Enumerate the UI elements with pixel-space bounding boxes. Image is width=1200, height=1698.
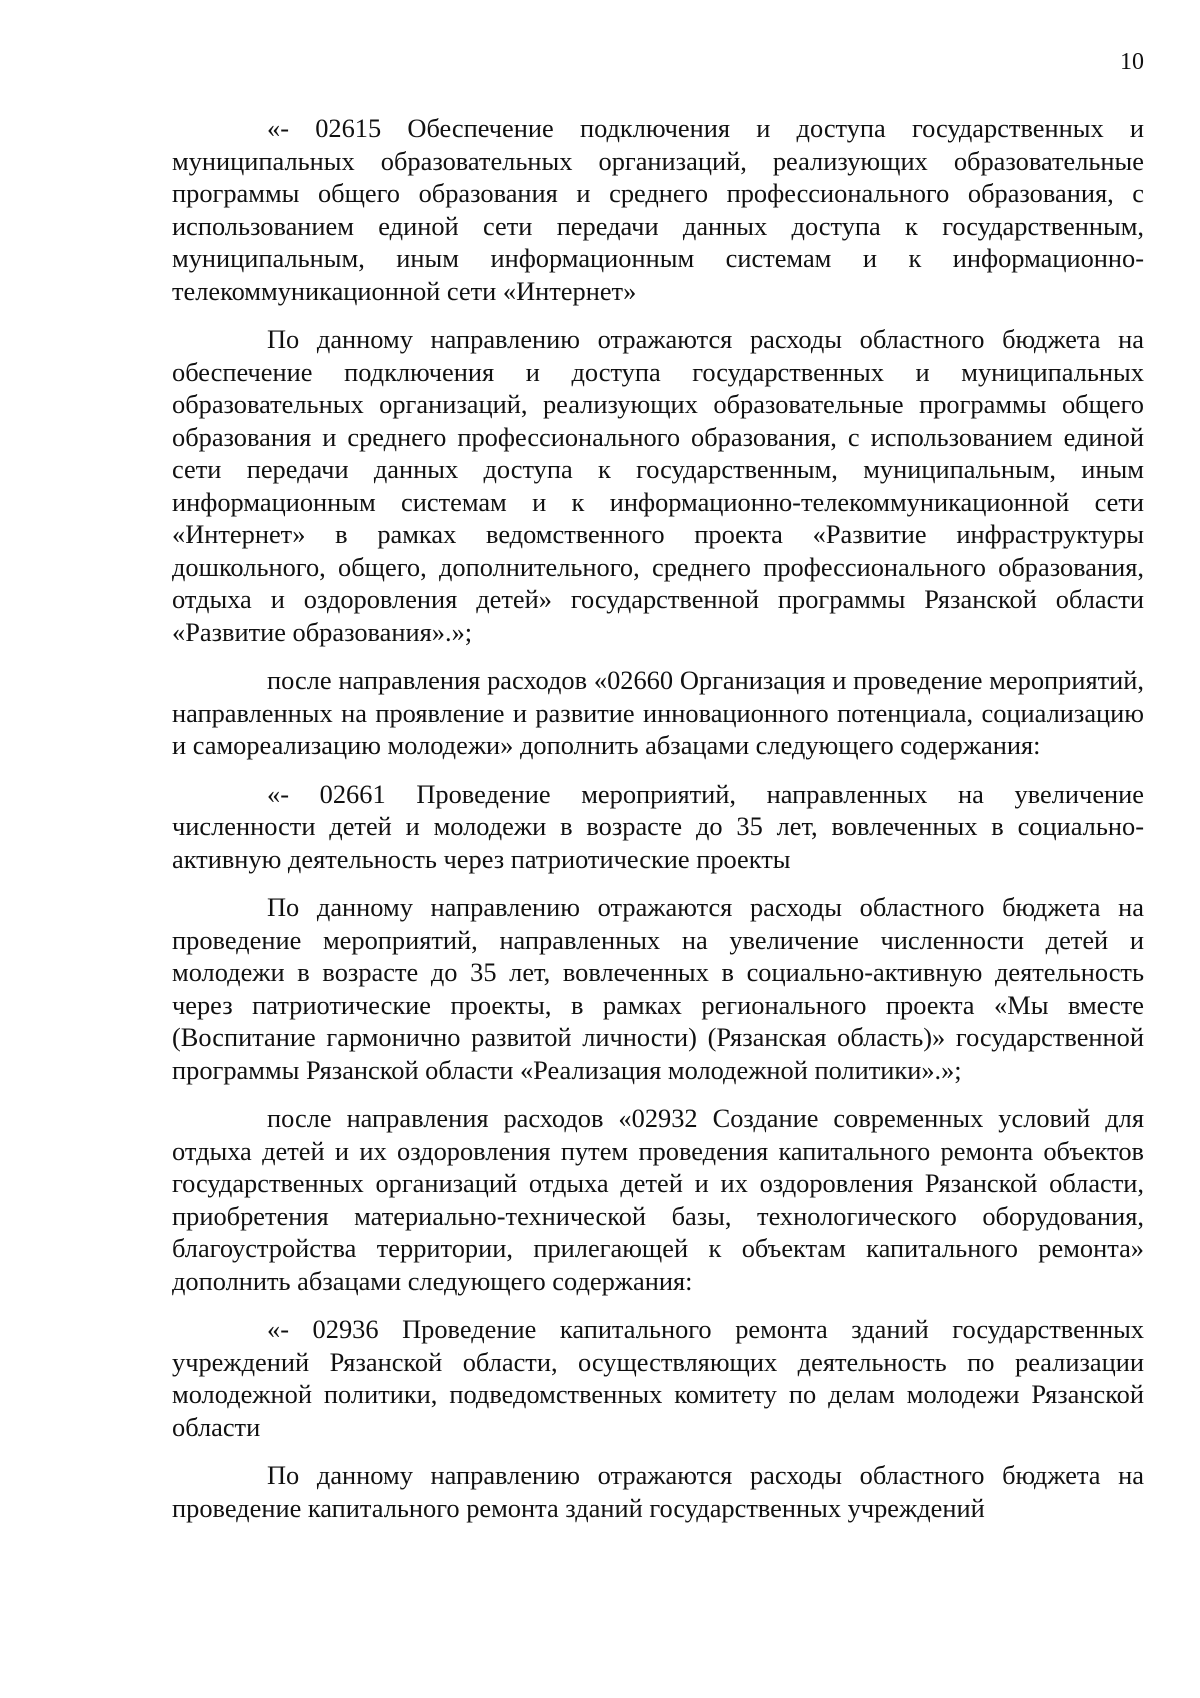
paragraph-amendment-02660: после направления расходов «02660 Организация и проведение мероприятий, направленных на проявление и развитие инновационного потенциала, социализацию и самореализацию молодежи» дополнить абзацами следующего содержания: bbox=[172, 665, 1144, 760]
paragraph-02661-heading: «- 02661 Проведение мероприятий, направленных на увеличение численности детей и молодежи в возрасте до 35 лет, вовлеченных в социально-активную деятельность через патриотические проекты bbox=[172, 778, 1144, 874]
document-body bbox=[172, 112, 1144, 1524]
paragraph-02615-heading: «- 02615 Обеспечение подключения и доступа государственных и муниципальных образовательных организаций, реализующих образовательные программы общего образования и среднего профессионального образования, с использованием единой сети передачи данных доступа к государственным, муниципальным, иным информационным системам и к информационно-телекоммуникационной сети «Интернет» bbox=[172, 113, 1144, 306]
page-number: 10 bbox=[1120, 49, 1144, 75]
paragraph-02936-description: По данному направлению отражаются расходы областного бюджета на проведение капитального ремонта зданий государственных учреждений bbox=[172, 1460, 1144, 1523]
paragraph-02615-description: По данному направлению отражаются расходы областного бюджета на обеспечение подключения и доступа государственных и муниципальных образовательных организаций, реализующих образовательные программы общего образования и среднего профессионального образования, с использованием единой сети передачи данных доступа к государственным, муниципальным, иным информационным системам и к информационно-телекоммуникационной сети «Интернет» в рамках ведомственного проекта «Развитие инфраструктуры дошкольного, общего, дополнительного, среднего профессионального образования, отдыха и оздоровления детей» государственной программы Рязанской области «Развитие образования».»; bbox=[172, 324, 1144, 647]
paragraph-02661-description: По данному направлению отражаются расходы областного бюджета на проведение мероприятий, направленных на увеличение численности детей и молодежи в возрасте до 35 лет, вовлеченных в социально-активную деятельность через патриотические проекты, в рамках регионального проекта «Мы вместе (Воспитание гармонично развитой личности) (Рязанская область)» государственной программы Рязанской области «Реализация молодежной политики».»; bbox=[172, 892, 1144, 1085]
paragraph-amendment-02932: после направления расходов «02932 Создание современных условий для отдыха детей и их оздоровления путем проведения капитального ремонта объектов государственных организаций отдыха детей и их оздоровления Рязанской области, приобретения материально-технической базы, технологического оборудования, благоустройства территории, прилегающей к объектам капитального ремонта» дополнить абзацами следующего содержания: bbox=[172, 1103, 1144, 1296]
paragraph-02936-heading: «- 02936 Проведение капитального ремонта зданий государственных учреждений Рязанской области, осуществляющих деятельность по реализации молодежной политики, подведомственных комитету по делам молодежи Рязанской области bbox=[172, 1314, 1144, 1442]
